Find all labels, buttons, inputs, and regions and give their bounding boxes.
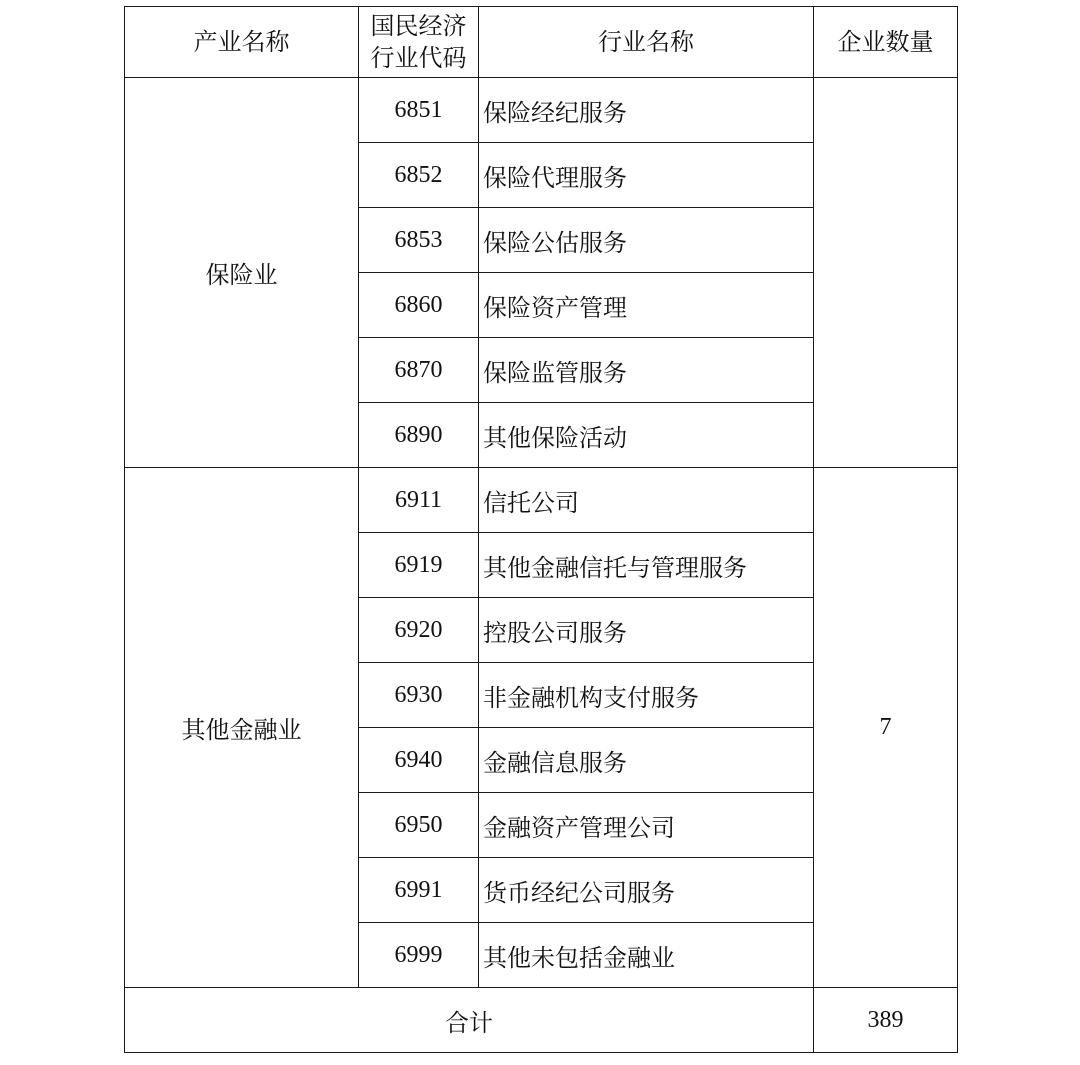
industry-code-cell: 6940 bbox=[359, 728, 479, 793]
header-industry: 产业名称 bbox=[125, 7, 359, 78]
industry-code-cell: 6860 bbox=[359, 273, 479, 338]
header-name: 行业名称 bbox=[479, 7, 814, 78]
table-row bbox=[125, 468, 958, 533]
table-row bbox=[125, 78, 958, 143]
total-count: 389 bbox=[814, 988, 958, 1053]
industry-code-cell: 6890 bbox=[359, 403, 479, 468]
header-count: 企业数量 bbox=[814, 7, 958, 78]
header-row bbox=[125, 7, 958, 78]
industry-name-cell: 保险监管服务 bbox=[479, 338, 814, 403]
industry-name-cell: 控股公司服务 bbox=[479, 598, 814, 663]
industry-name-cell: 非金融机构支付服务 bbox=[479, 663, 814, 728]
industry-name-cell: 信托公司 bbox=[479, 468, 814, 533]
industry-code-cell: 6950 bbox=[359, 793, 479, 858]
industry-code-cell: 6853 bbox=[359, 208, 479, 273]
industry-name-cell: 其他金融信托与管理服务 bbox=[479, 533, 814, 598]
industry-name-cell: 保险资产管理 bbox=[479, 273, 814, 338]
industry-code-cell: 6851 bbox=[359, 78, 479, 143]
industry-name-cell: 保险代理服务 bbox=[479, 143, 814, 208]
industry-name-cell: 金融资产管理公司 bbox=[479, 793, 814, 858]
industry-code-cell: 6930 bbox=[359, 663, 479, 728]
industry-group-cell: 保险业 bbox=[125, 78, 359, 468]
header-code-line2: 行业代码 bbox=[370, 44, 467, 72]
header-code-line1: 国民经济 bbox=[370, 12, 467, 40]
industry-group-cell: 其他金融业 bbox=[125, 468, 359, 988]
industry-name-cell: 保险经纪服务 bbox=[479, 78, 814, 143]
industry-code-cell: 6852 bbox=[359, 143, 479, 208]
total-row bbox=[125, 988, 958, 1053]
industry-code-cell: 6991 bbox=[359, 858, 479, 923]
total-label: 合计 bbox=[125, 988, 814, 1053]
enterprise-count-cell bbox=[814, 78, 958, 468]
industry-table bbox=[124, 6, 958, 1053]
industry-code-cell: 6919 bbox=[359, 533, 479, 598]
industry-name-cell: 其他未包括金融业 bbox=[479, 923, 814, 988]
industry-name-cell: 金融信息服务 bbox=[479, 728, 814, 793]
industry-name-cell: 货币经纪公司服务 bbox=[479, 858, 814, 923]
header-code bbox=[359, 7, 479, 78]
industry-name-cell: 保险公估服务 bbox=[479, 208, 814, 273]
industry-name-cell: 其他保险活动 bbox=[479, 403, 814, 468]
industry-code-cell: 6999 bbox=[359, 923, 479, 988]
industry-code-cell: 6911 bbox=[359, 468, 479, 533]
industry-code-cell: 6920 bbox=[359, 598, 479, 663]
enterprise-count-cell: 7 bbox=[814, 468, 958, 988]
industry-code-cell: 6870 bbox=[359, 338, 479, 403]
